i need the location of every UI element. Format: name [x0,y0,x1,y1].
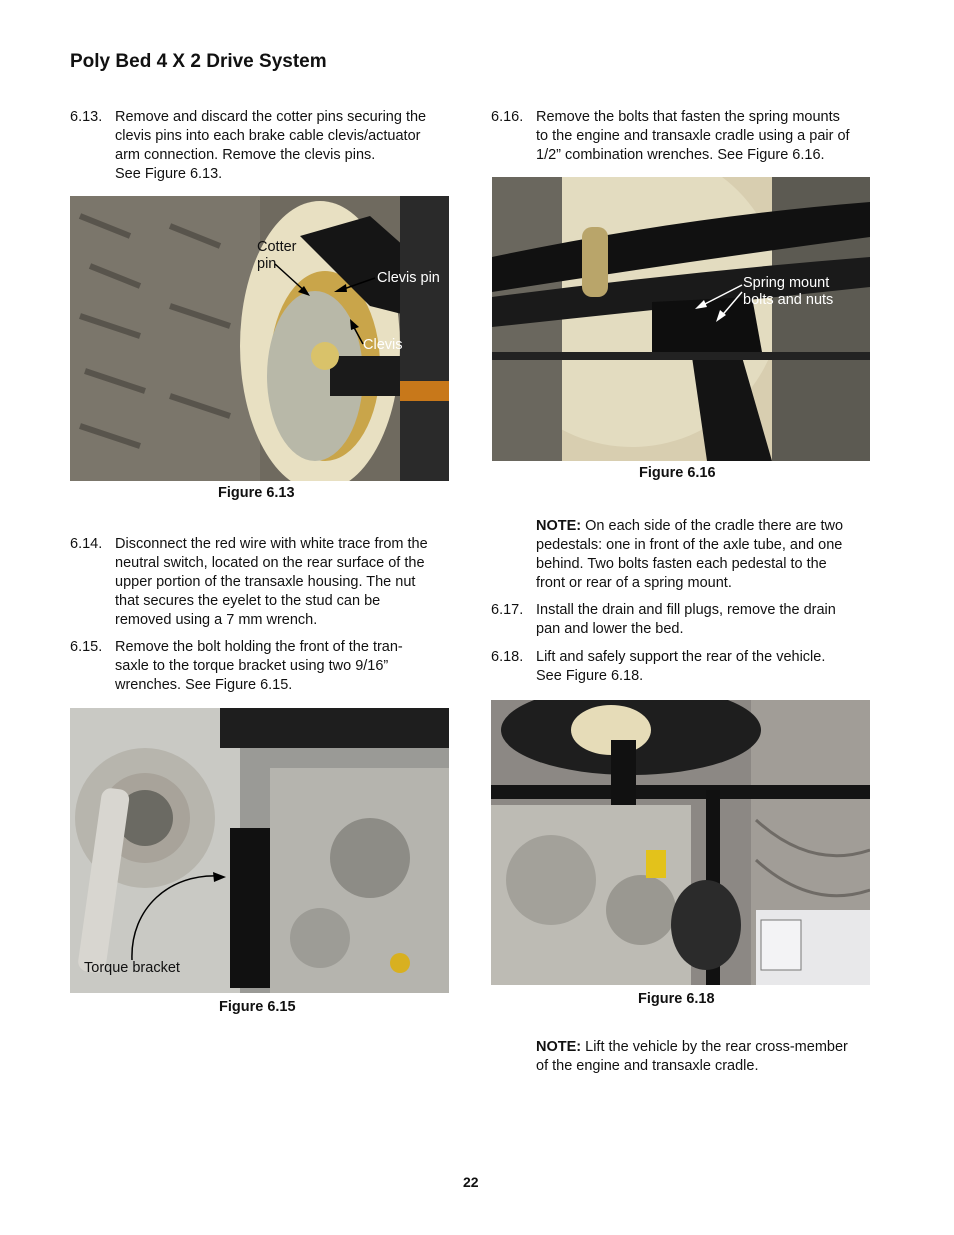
step-6-18 [491,648,871,688]
text-line: Lift and safely support the rear of the vehicle. [536,649,826,665]
arrow-overlay [492,177,870,461]
text-line: removed using a 7 mm wrench. [115,612,318,628]
figure-6-18-photo [491,700,870,985]
text-line: upper portion of the transaxle housing. The nut [115,574,416,590]
step-text [115,535,428,630]
text-line [536,1038,876,1057]
step-text [536,648,825,686]
step-text [115,108,426,184]
figure-6-16-photo [492,177,870,461]
step-6-17 [491,601,871,641]
label-line: pin [257,256,277,272]
text-line: Disconnect the red wire with white trace from the [115,536,428,552]
note-label: NOTE: [536,1039,582,1055]
text-line: to the engine and transaxle cradle using a pair of [536,128,850,144]
figure-6-15-photo [70,708,449,993]
note-label: NOTE: [536,518,582,534]
text-line: behind. Two bolts fasten each pedestal to the [536,556,827,572]
label-torque-bracket: Torque bracket [84,960,180,976]
text-line: clevis pins into each brake cable clevis/actuator [115,128,421,144]
text-line: of the engine and transaxle cradle. [536,1058,759,1074]
step-6-15 [70,638,450,696]
step-6-16 [491,108,871,166]
text-line: Install the drain and fill plugs, remove the drain [536,602,836,618]
step-number: 6.17. [491,602,524,618]
label-clevis-pin: Clevis pin [377,270,440,286]
note-pedestals [536,517,876,595]
page-number: 22 [463,1174,479,1190]
text-line: wrenches. See Figure 6.15. [115,677,293,693]
text-line: front or rear of a spring mount. [536,575,732,591]
text-line: See Figure 6.13. [115,166,223,182]
text-line: Remove and discard the cotter pins securing the [115,109,427,125]
page-title: Poly Bed 4 X 2 Drive System [70,51,327,72]
text-line: neutral switch, located on the rear surface of the [115,555,425,571]
note-lift-vehicle [536,1038,876,1078]
step-6-13 [70,108,450,186]
note-text: Lift the vehicle by the rear cross-member [581,1039,848,1055]
step-number: 6.15. [70,639,103,655]
figure-6-16-caption: Figure 6.16 [639,465,716,481]
arrow-overlay [70,196,449,481]
figure-6-13-photo [70,196,449,481]
figure-6-18-caption: Figure 6.18 [638,991,715,1007]
arrow-overlay [70,708,449,993]
text-line: saxle to the torque bracket using two 9/16” [115,658,389,674]
text-line: See Figure 6.18. [536,668,644,684]
text-line: Remove the bolts that fasten the spring mounts [536,109,840,125]
step-text [536,108,850,165]
step-text [536,601,836,639]
label-line: Cotter [257,239,297,255]
note-text: On each side of the cradle there are two [581,518,844,534]
text-line [536,517,876,536]
step-number: 6.14. [70,536,103,552]
text-line: 1/2” combination wrenches. See Figure 6.16. [536,147,825,163]
step-6-14 [70,535,450,632]
text-line: that secures the eyelet to the stud can be [115,593,381,609]
step-number: 6.13. [70,109,103,125]
step-text [115,638,403,695]
step-number: 6.16. [491,109,524,125]
text-line: pedestals: one in front of the axle tube, and one [536,537,843,553]
text-line: arm connection. Remove the clevis pins. [115,147,376,163]
step-number: 6.18. [491,649,524,665]
figure-6-13-caption: Figure 6.13 [218,485,295,501]
text-line: Remove the bolt holding the front of the tran- [115,639,403,655]
label-line: bolts and nuts [743,292,834,308]
label-line: Spring mount [743,275,830,291]
text-line: pan and lower the bed. [536,621,684,637]
label-clevis: Clevis [363,337,403,353]
figure-6-15-caption: Figure 6.15 [219,999,296,1015]
